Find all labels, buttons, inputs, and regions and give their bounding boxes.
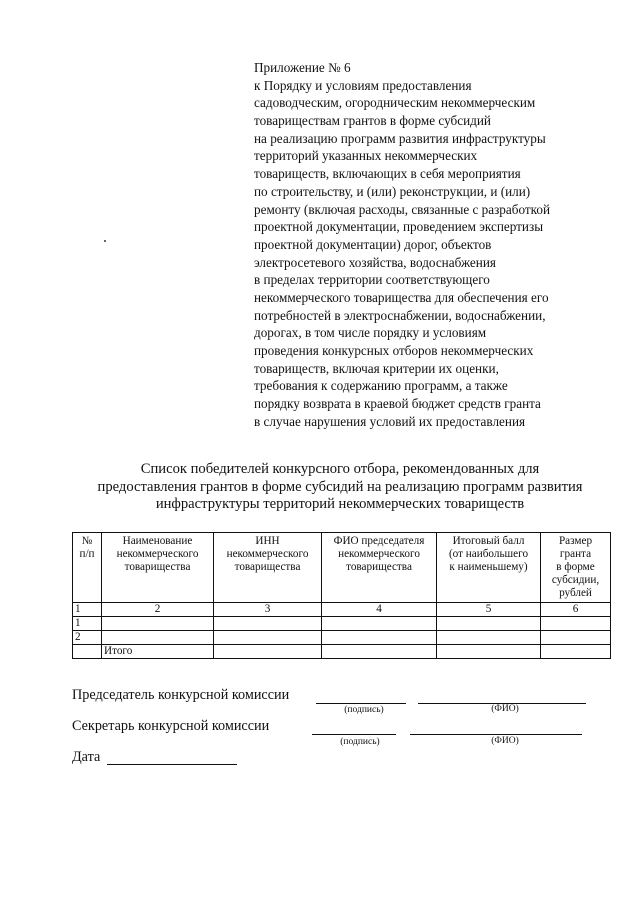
column-number: 1 [73, 603, 102, 617]
table-cell [322, 617, 437, 631]
header-inn: ИНН некоммерческого товарищества [214, 533, 322, 603]
table-cell [437, 631, 541, 645]
table-cell [214, 617, 322, 631]
appendix-line: территорий указанных некоммерческих [254, 148, 478, 164]
appendix-line: дорогах, в том числе порядку и условиям [254, 325, 487, 341]
table-cell [437, 617, 541, 631]
secretary-name-line[interactable] [410, 734, 582, 735]
appendix-heading [254, 59, 624, 430]
header-grant: Размер гранта в форме субсидии, рублей [541, 533, 611, 603]
secretary-name-caption: (ФИО) [491, 736, 519, 746]
appendix-line: товариществ, включая критерии их оценки, [254, 360, 499, 376]
table-row [73, 617, 611, 631]
secretary-signature-line[interactable] [312, 734, 396, 735]
table-cell [541, 645, 611, 659]
list-title-line: предоставления грантов в форме субсидий на реализацию программ развития [97, 478, 583, 495]
table-cell [102, 631, 214, 645]
appendix-line: садоводческим, огородническим некоммерческим [254, 95, 536, 111]
winners-table [72, 532, 611, 659]
column-number: 6 [541, 603, 611, 617]
column-number-row [73, 603, 611, 617]
appendix-line: проектной документации) дорог, объектов [254, 236, 492, 252]
list-title [60, 461, 620, 514]
appendix-line: к Порядку и условиям предоставления [254, 77, 472, 93]
header-number: № п/п [73, 533, 102, 603]
appendix-line: товариществ, включающих в себя мероприятия [254, 166, 521, 182]
column-number: 3 [214, 603, 322, 617]
scan-speck [104, 240, 106, 242]
list-title-line: инфраструктуры территорий некоммерческих товариществ [155, 496, 525, 512]
table-cell [322, 645, 437, 659]
total-row [73, 645, 611, 659]
column-number: 2 [102, 603, 214, 617]
appendix-line: проектной документации, проведением экспертизы [254, 219, 544, 235]
column-number: 4 [322, 603, 437, 617]
table-cell [73, 645, 102, 659]
total-label: Итого [102, 645, 214, 659]
table-cell [437, 645, 541, 659]
appendix-line: в случае нарушения условий их предоставления [254, 413, 526, 429]
secretary-signature-caption: (подпись) [340, 737, 380, 747]
table-cell [322, 631, 437, 645]
table-cell [102, 617, 214, 631]
appendix-line: проведения конкурсных отборов некоммерческих [254, 343, 534, 358]
appendix-line: требования к содержанию программ, а также [254, 378, 508, 394]
chairman-label: Председатель конкурсной комиссии [72, 687, 290, 703]
table-row [73, 631, 611, 645]
list-title-line: Список победителей конкурсного отбора, рекомендованных для [140, 461, 540, 477]
appendix-line: товариществам грантов в форме субсидий [254, 113, 491, 129]
appendix-line: на реализацию программ развития инфраструктуры [254, 130, 546, 146]
table-cell [541, 617, 611, 631]
header-name: Наименование некоммерческого товарищества [102, 533, 214, 603]
date-line[interactable] [107, 764, 237, 765]
appendix-line: по строительству, и (или) реконструкции, и (или) [254, 183, 531, 199]
secretary-label: Секретарь конкурсной комиссии [72, 718, 270, 734]
chairman-name-caption: (ФИО) [491, 704, 519, 714]
table-cell [214, 645, 322, 659]
appendix-line: ремонту (включая расходы, связанные с разработкой [254, 201, 551, 217]
table-cell [541, 631, 611, 645]
table-cell [214, 631, 322, 645]
date-label: Дата [72, 749, 101, 765]
appendix-line: некоммерческого товарищества для обеспечения его [254, 289, 549, 305]
row-number: 1 [73, 617, 102, 631]
chairman-signature-caption: (подпись) [344, 705, 384, 715]
row-number: 2 [73, 631, 102, 645]
appendix-line: в пределах территории соответствующего [254, 272, 490, 288]
header-score: Итоговый балл (от наибольшего к наименьшему) [437, 533, 541, 603]
chairman-signature-line[interactable] [316, 703, 406, 704]
appendix-line: порядку возврата в краевой бюджет средств гранта [254, 396, 541, 412]
header-chairman: ФИО председателя некоммерческого товарищества [322, 533, 437, 603]
table-header-row [73, 533, 611, 603]
appendix-line: электросетевого хозяйства, водоснабжения [254, 254, 496, 270]
column-number: 5 [437, 603, 541, 617]
appendix-line: Приложение № 6 [254, 60, 351, 75]
appendix-line: потребностей в электроснабжении, водоснабжении, [254, 307, 546, 323]
